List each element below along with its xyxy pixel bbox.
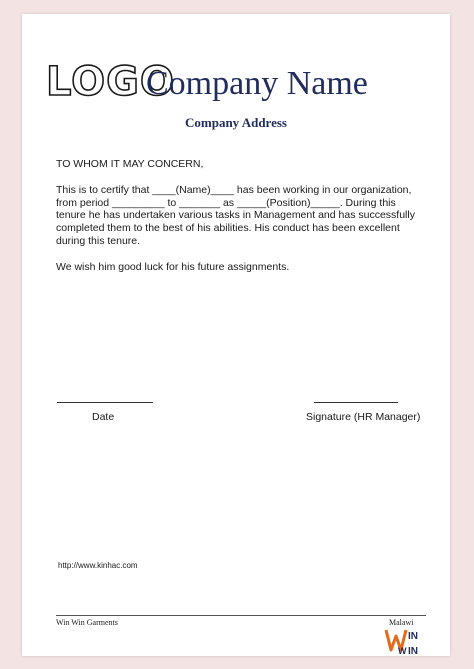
company-name: Company Name — [146, 65, 368, 102]
svg-text:W: W — [398, 646, 407, 656]
letterhead — [46, 58, 446, 118]
svg-text:IN: IN — [408, 646, 418, 656]
date-line — [57, 402, 153, 403]
salutation: TO WHOM IT MAY CONCERN, — [56, 158, 204, 170]
logo-placeholder: LOGO — [46, 59, 175, 105]
company-address: Company Address — [185, 115, 287, 130]
signature-label: Signature (HR Manager) — [306, 411, 421, 423]
letter-body — [56, 158, 426, 287]
certification-paragraph: This is to certify that ____(Name)____ has been working in our organization, from period _________ to _______ as _____(Position)_____. During this tenure he has undertaken various tasks in Management and has successfully completed them to the best of his abilities. His conduct has been excellent during this tenure. — [56, 183, 415, 247]
footer-divider — [56, 615, 426, 616]
document-page — [22, 14, 450, 656]
svg-text:IN: IN — [408, 631, 418, 642]
footer-location: Malawi — [389, 618, 414, 627]
date-label: Date — [92, 411, 115, 423]
closing-paragraph: We wish him good luck for his future assignments. — [56, 260, 290, 273]
win-win-logo-icon — [384, 626, 426, 656]
website-url[interactable]: http://www.kinhac.com — [58, 561, 138, 570]
signature-line — [314, 402, 398, 403]
footer-company: Win Win Garments — [56, 618, 118, 627]
